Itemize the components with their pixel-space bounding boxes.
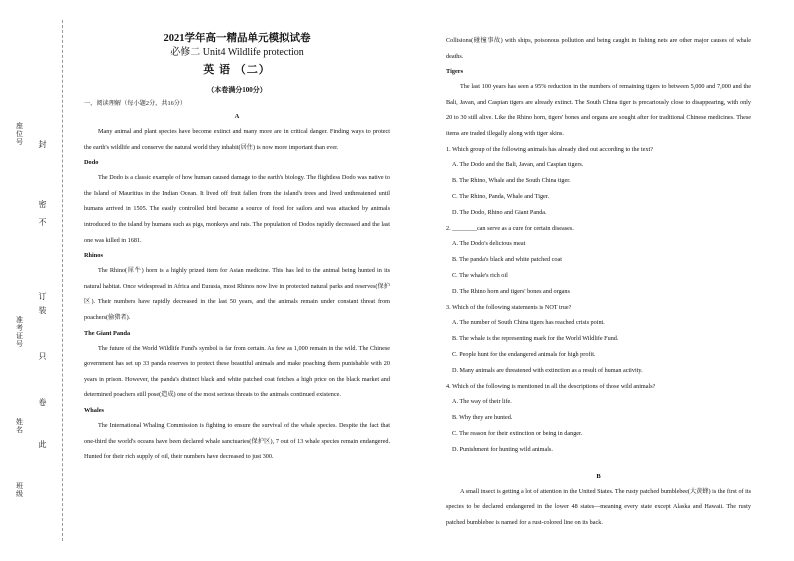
binding-dashed-line xyxy=(62,20,63,541)
seal-char: 不 xyxy=(38,218,47,227)
seal-char: 此 xyxy=(38,440,47,449)
seal-char: 装 xyxy=(38,306,47,315)
question-4-option-d[interactable]: D. Punishment for hunting wild animals. xyxy=(452,445,553,453)
rhino-paragraph: The Rhino(犀牛) horn is a highly prized item for Asian medicine. This has led to the animal being hunted in its natural habitat. Once widespread in Africa and Eurasia, most Rhinos now live in protected natural parks and reserves(保护区). Their numbers have rapidly decreased in the last 50 years, and the animals remain under constant threat from poachers(偷猎者). xyxy=(84,267,390,321)
question-3: 3. Which of the following statements is NOT true? xyxy=(446,303,572,311)
rhino-heading: Rhinos xyxy=(84,252,103,260)
question-2-option-a[interactable]: A. The Dodo's delicious meat xyxy=(452,240,526,248)
whale-continued-paragraph: Collisions(碰撞事故) with ships, poisonous pollution and being caught in fishing nets are other major causes of whale deaths. xyxy=(446,37,751,60)
passage-a-label: A xyxy=(234,113,240,120)
whale-paragraph: The International Whaling Commission is fighting to ensure the survival of the whale species. Despite the fact that one-third the world's oceans have been declared whale sanctuaries(保护区), 7 out of 13 whale species remain endangered. Hunted for their rich supply of oil, their numbers have decreased to just 300. xyxy=(84,421,390,461)
tiger-paragraph: The last 100 years has seen a 95% reduction in the numbers of remaining tigers to between 5,000 and 7,000 and the Bali, Javan, and Caspian tigers are already extinct. The South China tiger is precariously close to disappearing, with only 20 to 30 still alive. Like the Rhino horn, tigers' bones and organs are sought after for traditional Chinese medicines. These items are traded illegally along with tiger skins. xyxy=(446,83,751,137)
class-label: 班级 xyxy=(16,482,23,498)
subject-title: 英 语 （二） xyxy=(203,64,271,76)
panda-paragraph: The future of the World Wildlife Fund's symbol is far from certain. As few as 1,000 remain in the wild. The Chinese government has set up 33 panda reserves to protect these beautiful animals and make poaching them punishable with 20 years in prison. However, the panda's distinct black and white patched coat fetches a high price on the black market and determined poachers still pose(造成) one of the most serious threats to the animals continued existence. xyxy=(84,344,390,399)
section-heading: 一、阅读理解（每小题2分，共16分） xyxy=(84,100,187,107)
panda-heading: The Giant Panda xyxy=(84,329,131,337)
dodo-heading: Dodo xyxy=(84,159,99,167)
intro-paragraph: Many animal and plant species have become extinct and many more are in critical danger. Finding ways to protect the earth's wildlife and conserve the natural world they inhabit(居住) is now more important than ever. xyxy=(84,128,390,151)
passage-b-label: B xyxy=(596,472,601,480)
seal-char: 封 xyxy=(38,140,47,149)
score-note: （本卷满分100分） xyxy=(207,86,267,94)
binding-margin xyxy=(0,0,80,561)
name-label: 姓名 xyxy=(16,418,23,434)
question-4-option-a[interactable]: A. The way of their life. xyxy=(452,398,512,406)
seal-char: 只 xyxy=(38,352,47,361)
question-1: 1. Which group of the following animals has already died out according to the text? xyxy=(446,145,653,153)
exam-title: 2021学年高一精品单元模拟试卷 xyxy=(163,33,311,44)
question-4-option-c[interactable]: C. The reason for their extinction or being in danger. xyxy=(452,429,583,437)
question-2-option-d[interactable]: D. The Rhino horn and tigers' bones and organs xyxy=(452,287,570,295)
exam-id-label: 准考证号 xyxy=(16,316,23,348)
question-2-option-c[interactable]: C. The whale's rich oil xyxy=(452,271,508,279)
dodo-paragraph: The Dodo is a classic example of how human caused damage to the earth's biology. The flightless Dodo was native to the Island of Mauritius in the Indian Ocean. It lived off fruit fallen from the island's trees and lived unthreatened until humans arrived in 1505. The easily controlled bird became a source of food for sailors and was attacked by animals introduced to the island by humans such as pigs, monkeys and rats. The population of Dodos rapidly decreased and the last one was killed in 1681. xyxy=(84,174,390,244)
question-3-option-b[interactable]: B. The whale is the representing mark for the World Wildlife Fund. xyxy=(452,335,619,343)
seal-char: 订 xyxy=(38,292,47,301)
question-3-option-a[interactable]: A. The number of South China tigers has reached crisis point. xyxy=(452,319,605,327)
question-1-option-d[interactable]: D. The Dodo, Rhino and Giant Panda. xyxy=(452,208,547,216)
question-2: 2. ________can serve as a cure for certain diseases. xyxy=(446,224,574,232)
question-3-option-d[interactable]: D. Many animals are threatened with extinction as a result of human activity. xyxy=(452,366,643,374)
question-1-option-a[interactable]: A. The Dodo and the Bali, Javan, and Caspian tigers. xyxy=(452,161,584,169)
passage-b-paragraph: A small insect is getting a lot of attention in the United States. The rusty patched bumblebee(大黄蜂) is the first of its species to be declared endangered in the lower 48 states—meaning every state except Alaska and Hawaii. The rusty patched bumblebee is named for a rust-colored line on its back. xyxy=(446,487,751,526)
tiger-heading: Tigers xyxy=(446,68,464,76)
question-2-option-b[interactable]: B. The panda's black and white patched coat xyxy=(452,256,562,264)
exam-subtitle: 必修二 Unit4 Wildlife protection xyxy=(170,47,304,58)
whale-heading: Whales xyxy=(84,406,104,414)
question-3-option-c[interactable]: C. People hunt for the endangered animals for high profit. xyxy=(452,350,596,358)
question-1-option-c[interactable]: C. The Rhino, Panda, Whale and Tiger. xyxy=(452,192,550,200)
left-column xyxy=(84,28,390,465)
seal-char: 密 xyxy=(38,200,47,209)
seal-char: 卷 xyxy=(38,398,47,407)
question-1-option-b[interactable]: B. The Rhino, Whale and the South China tiger. xyxy=(452,177,571,185)
question-4-option-b[interactable]: B. Why they are hunted. xyxy=(452,414,513,422)
right-column xyxy=(446,33,751,530)
question-4: 4. Which of the following is mentioned in all the descriptions of those wild animals? xyxy=(446,382,656,390)
seat-number-label: 座位号 xyxy=(16,122,23,146)
